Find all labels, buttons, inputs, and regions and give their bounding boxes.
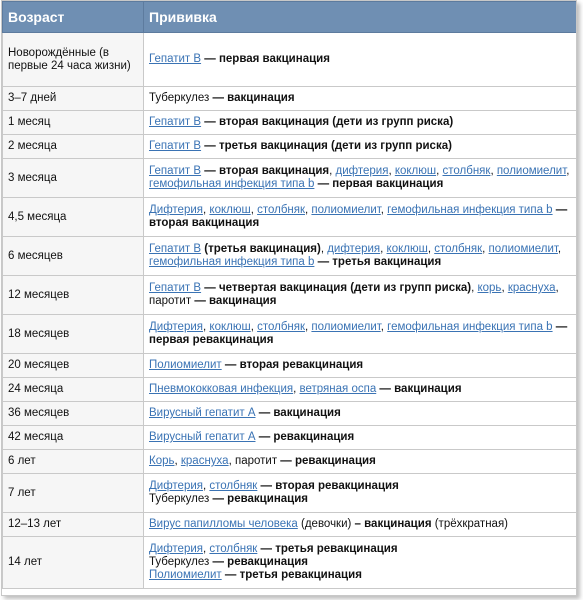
vaccination-stage-text: – вакцинация <box>351 518 432 530</box>
age-cell: 4,5 месяца <box>3 198 144 237</box>
vaccine-link[interactable]: столбняк <box>257 204 306 216</box>
vaccine-link[interactable]: столбняк <box>257 321 306 333</box>
table-row <box>3 354 577 378</box>
plain-text: , <box>305 321 312 333</box>
table-row <box>3 135 577 159</box>
vaccination-stage-text: — четвертая вакцинация (дети из групп риска) <box>201 282 472 294</box>
vaccination-stage-text: — ревакцинация <box>255 431 355 443</box>
vaccine-link[interactable]: полиомиелит <box>496 165 567 177</box>
plain-text: , <box>305 204 312 216</box>
plain-text: , <box>427 243 435 255</box>
vaccine-cell <box>144 402 577 426</box>
vaccine-link[interactable]: краснуха <box>180 455 229 467</box>
plain-text: Туберкулез <box>149 92 210 104</box>
table-row <box>3 474 577 513</box>
vaccine-cell <box>144 537 577 589</box>
age-cell: 36 месяцев <box>3 402 144 426</box>
table-row <box>3 450 577 474</box>
plain-text: , <box>329 165 336 177</box>
table-row <box>3 198 577 237</box>
age-cell: 1 месяц <box>3 111 144 135</box>
vaccine-link[interactable]: Вирусный гепатит А <box>149 431 256 443</box>
vaccine-link[interactable]: Гепатит В <box>149 116 202 128</box>
vaccine-link[interactable]: полиомиелит <box>311 204 381 216</box>
table-row <box>3 513 577 537</box>
plain-text: , <box>174 455 181 467</box>
plain-text: , паротит <box>149 282 559 307</box>
age-cell: 6 месяцев <box>3 237 144 276</box>
plain-text: , <box>293 383 300 395</box>
vaccine-link[interactable]: Вирусный гепатит А <box>149 407 256 419</box>
vaccination-stage-text: — первая ревакцинация <box>149 321 568 346</box>
vaccination-stage-text: — ревакцинация <box>209 493 309 505</box>
vaccine-cell <box>144 87 577 111</box>
vaccine-link[interactable]: Дифтерия <box>149 480 204 492</box>
plain-text: , <box>482 243 489 255</box>
vaccine-link[interactable]: гемофильная инфекция типа b <box>387 321 553 333</box>
vaccine-cell <box>144 315 577 354</box>
vaccination-stage-text: — первая вакцинация <box>314 178 444 190</box>
vaccine-link[interactable]: гемофильная инфекция типа b <box>387 204 553 216</box>
vaccine-link[interactable]: краснуха <box>507 282 556 294</box>
vaccine-link[interactable]: Гепатит В <box>149 140 202 152</box>
vaccine-link[interactable]: коклюш <box>209 321 251 333</box>
vaccine-cell <box>144 198 577 237</box>
vaccine-link[interactable]: корь <box>477 282 502 294</box>
vaccine-cell <box>144 378 577 402</box>
vaccine-link[interactable]: Корь <box>149 455 175 467</box>
plain-text: , <box>380 204 388 216</box>
vaccination-stage-text: — вакцинация <box>191 295 277 307</box>
vaccine-link[interactable]: коклюш <box>209 204 251 216</box>
vaccine-link[interactable]: ветряная оспа <box>299 383 377 395</box>
vaccine-link[interactable]: Гепатит В <box>149 165 202 177</box>
plain-text: , <box>320 243 328 255</box>
age-cell: 42 месяца <box>3 426 144 450</box>
vaccination-stage-text: — ревакцинация <box>209 556 309 568</box>
plain-text: , <box>250 321 258 333</box>
vaccine-cell <box>144 513 577 537</box>
vaccine-cell <box>144 474 577 513</box>
plain-text: , <box>490 165 497 177</box>
plain-text: , <box>501 282 508 294</box>
vaccine-link[interactable]: Полиомиелит <box>149 359 222 371</box>
table-row <box>3 402 577 426</box>
table-row <box>3 378 577 402</box>
plain-text: , <box>380 321 388 333</box>
vaccine-link[interactable]: Гепатит В <box>149 282 202 294</box>
table-row <box>3 87 577 111</box>
vaccine-cell <box>144 276 577 315</box>
table-header-row <box>3 2 577 33</box>
vaccination-stage-text: — ревакцинация <box>277 455 376 467</box>
column-header-age: Возраст <box>3 2 144 33</box>
vaccine-cell <box>144 135 577 159</box>
age-cell: 3 месяца <box>3 159 144 198</box>
table-row <box>3 426 577 450</box>
vaccine-link[interactable]: Полиомиелит <box>149 569 222 581</box>
plain-text: (девочки) <box>297 518 352 530</box>
plain-text: , <box>203 321 210 333</box>
plain-text: , <box>557 243 562 255</box>
vaccination-stage-text: — вторая ревакцинация <box>221 359 364 371</box>
vaccine-cell <box>144 237 577 276</box>
column-header-vaccine: Прививка <box>144 2 577 33</box>
vaccine-link[interactable]: Пневмококковая инфекция <box>149 383 294 395</box>
table-row <box>3 237 577 276</box>
vaccine-link[interactable]: коклюш <box>394 165 437 177</box>
table-row <box>3 276 577 315</box>
vaccine-link[interactable]: столбняк <box>209 480 258 492</box>
vaccine-link[interactable]: Гепатит В <box>149 53 202 65</box>
vaccination-stage-text: (третья вакцинация) <box>201 243 321 255</box>
vaccination-stage-text: — третья ревакцинация <box>257 543 398 555</box>
vaccination-stage-text: — вакцинация <box>209 92 295 104</box>
age-cell: 2 месяца <box>3 135 144 159</box>
vaccination-stage-text: — вакцинация <box>255 407 341 419</box>
plain-text: , <box>203 204 210 216</box>
vaccine-cell <box>144 354 577 378</box>
vaccination-stage-text: — третья вакцинация (дети из групп риска) <box>201 140 452 152</box>
vaccination-stage-text: — третья вакцинация <box>314 256 442 268</box>
plain-text: (трёхкратная) <box>431 518 509 530</box>
vaccine-link[interactable]: гемофильная инфекция типа b <box>149 178 315 190</box>
vaccine-link[interactable]: столбняк <box>209 543 258 555</box>
vaccine-cell <box>144 159 577 198</box>
plain-text: , <box>203 480 210 492</box>
vaccine-link[interactable]: Гепатит В <box>149 243 202 255</box>
vaccine-link[interactable]: Вирус папилломы человека <box>149 518 298 530</box>
vaccine-link[interactable]: столбняк <box>434 243 483 255</box>
vaccine-link[interactable]: полиомиелит <box>488 243 558 255</box>
vaccine-link[interactable]: полиомиелит <box>311 321 381 333</box>
plain-text: , <box>566 165 570 177</box>
table-row <box>3 315 577 354</box>
age-cell: 12–13 лет <box>3 513 144 537</box>
vaccine-link[interactable]: дифтерия <box>327 243 381 255</box>
vaccination-schedule-table <box>2 1 577 589</box>
vaccination-stage-text: — третья ревакцинация <box>221 569 362 581</box>
vaccine-link[interactable]: коклюш <box>386 243 428 255</box>
table-row <box>3 159 577 198</box>
vaccine-link[interactable]: столбняк <box>442 165 491 177</box>
vaccine-link[interactable]: Дифтерия <box>149 204 204 216</box>
plain-text: Туберкулез <box>149 556 210 568</box>
vaccine-cell <box>144 450 577 474</box>
plain-text: Туберкулез <box>149 493 210 505</box>
plain-text: , <box>380 243 387 255</box>
table-row <box>3 111 577 135</box>
plain-text: , <box>203 543 210 555</box>
table-row <box>3 33 577 87</box>
age-cell: 18 месяцев <box>3 315 144 354</box>
table-body <box>3 33 577 589</box>
age-cell: 14 лет <box>3 537 144 589</box>
plain-text: , паротит <box>228 455 278 467</box>
vaccine-link[interactable]: Дифтерия <box>149 321 204 333</box>
vaccination-stage-text: — вторая вакцинация <box>201 165 330 177</box>
plain-text: , <box>250 204 258 216</box>
vaccination-stage-text: — вакцинация <box>376 383 462 395</box>
vaccination-stage-text: — вторая ревакцинация <box>257 480 399 492</box>
age-cell: Новорождённые (в первые 24 часа жизни) <box>3 33 144 87</box>
vaccine-link[interactable]: гемофильная инфекция типа b <box>149 256 315 268</box>
vaccine-cell <box>144 426 577 450</box>
plain-text: , <box>436 165 443 177</box>
plain-text: , <box>388 165 395 177</box>
vaccination-stage-text: — первая вакцинация <box>201 53 330 65</box>
vaccination-stage-text: — вторая вакцинация <box>149 204 568 229</box>
age-cell: 12 месяцев <box>3 276 144 315</box>
vaccine-link[interactable]: дифтерия <box>335 165 389 177</box>
plain-text: , <box>471 282 478 294</box>
vaccine-cell <box>144 33 577 87</box>
age-cell: 20 месяцев <box>3 354 144 378</box>
age-cell: 24 месяца <box>3 378 144 402</box>
vaccine-cell <box>144 111 577 135</box>
vaccination-schedule-table-frame <box>1 0 577 596</box>
age-cell: 3–7 дней <box>3 87 144 111</box>
vaccination-stage-text: — вторая вакцинация (дети из групп риска) <box>201 116 454 128</box>
age-cell: 6 лет <box>3 450 144 474</box>
vaccine-link[interactable]: Дифтерия <box>149 543 204 555</box>
age-cell: 7 лет <box>3 474 144 513</box>
table-row <box>3 537 577 589</box>
